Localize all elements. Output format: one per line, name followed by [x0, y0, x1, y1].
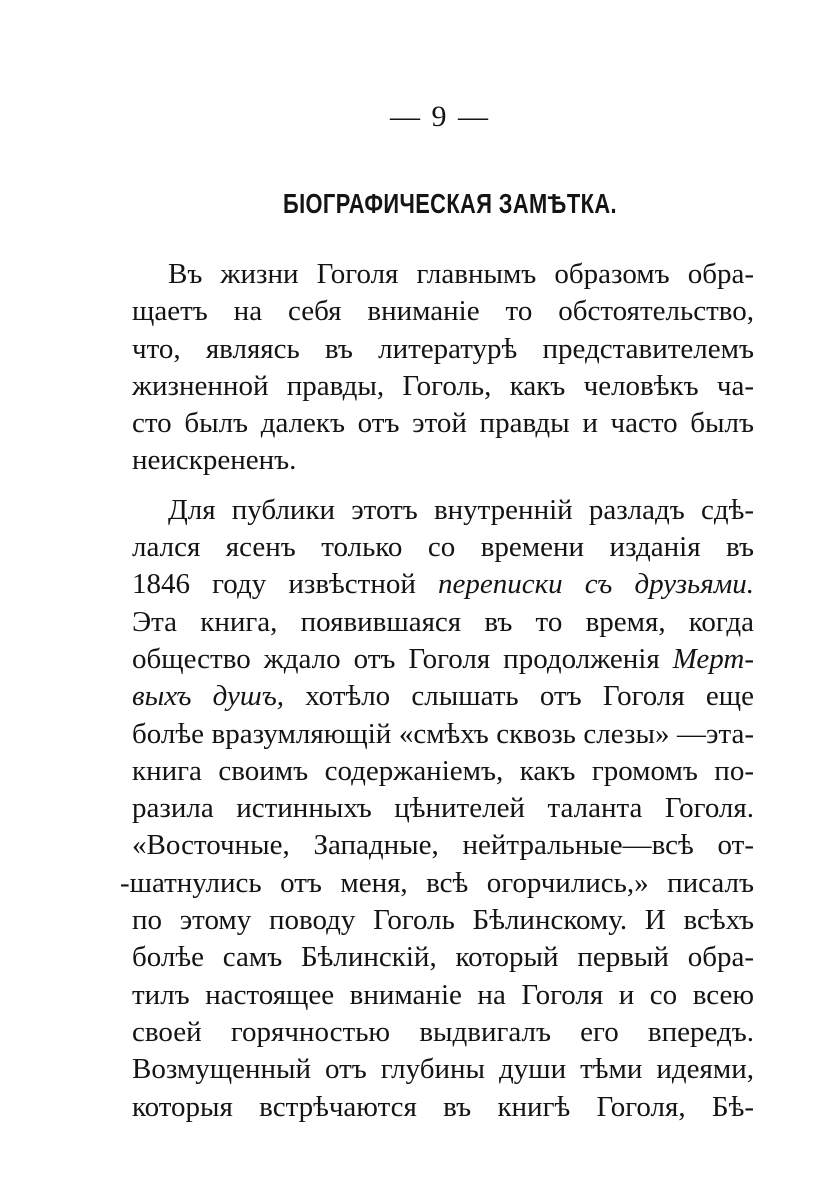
text-line: сто былъ далекъ отъ этой правды и часто былъ: [132, 407, 754, 440]
text-line: что, являясь въ литературѣ представителемъ: [132, 332, 754, 365]
text-line: [132, 641, 754, 678]
paragraph-2: [120, 492, 754, 1126]
text-line: Возмущенный отъ глубины души тѣми идеями,: [132, 1053, 754, 1086]
section-heading: БІОГРАФИЧЕСКАЯ ЗАМѢТКА.: [282, 188, 618, 219]
paragraph-1: [132, 256, 754, 480]
text-line: Для публики этотъ внутренній разладъ сдѣ-: [168, 493, 754, 526]
paragraph-gap: [132, 480, 754, 492]
text-line: разила истинныхъ цѣнителей таланта Гоголя.: [132, 792, 754, 825]
text-line: болѣе самъ Бѣлинскій, который первый обра-: [132, 941, 754, 974]
text-line: жизненной правды, Гоголь, какъ человѣкъ ча-: [132, 369, 754, 402]
text-line: тилъ настоящее вниманіе на Гоголя и со всею: [132, 978, 754, 1011]
text-line: болѣе вразумляющій «смѣхъ сквозь слезы» —эта-: [132, 717, 754, 750]
text-line: неискрененъ.: [132, 444, 297, 477]
italic-title: переписки съ друзьями.: [437, 568, 754, 601]
body-text: [120, 256, 754, 1126]
italic-title: Мерт-: [672, 642, 754, 675]
text-run: хотѣло слышать отъ Гоголя еще: [284, 680, 754, 713]
italic-title: выхъ душъ,: [132, 680, 285, 713]
text-line: -шатнулись отъ меня, всѣ огорчились,» писалъ: [120, 866, 754, 899]
text-line: «Восточные, Западные, нейтральные—всѣ от-: [132, 829, 754, 862]
text-line: Эта книга, появившаяся въ то время, когда: [132, 605, 754, 638]
page-number: — 9 —: [390, 100, 490, 133]
text-line: Въ жизни Гоголя главнымъ образомъ обра-: [168, 258, 754, 290]
text-run: 1846 году извѣстной: [132, 568, 438, 601]
text-line: по этому поводу Гоголь Бѣлинскому. И всѣхъ: [132, 904, 754, 937]
text-line: книга своимъ содержаніемъ, какъ громомъ по-: [132, 754, 754, 787]
text-line: [132, 678, 754, 715]
text-line: [132, 566, 754, 603]
text-line: щаетъ на себя вниманіе то обстоятельство,: [132, 295, 754, 328]
text-line: которыя встрѣчаются въ книгѣ Гоголя, Бѣ-: [132, 1090, 754, 1123]
text-line: своей горячностью выдвигалъ его впередъ.: [132, 1015, 754, 1048]
text-run: общество ждало отъ Гоголя продолженія: [132, 642, 673, 675]
text-line: лался ясенъ только со времени изданія въ: [132, 531, 754, 564]
